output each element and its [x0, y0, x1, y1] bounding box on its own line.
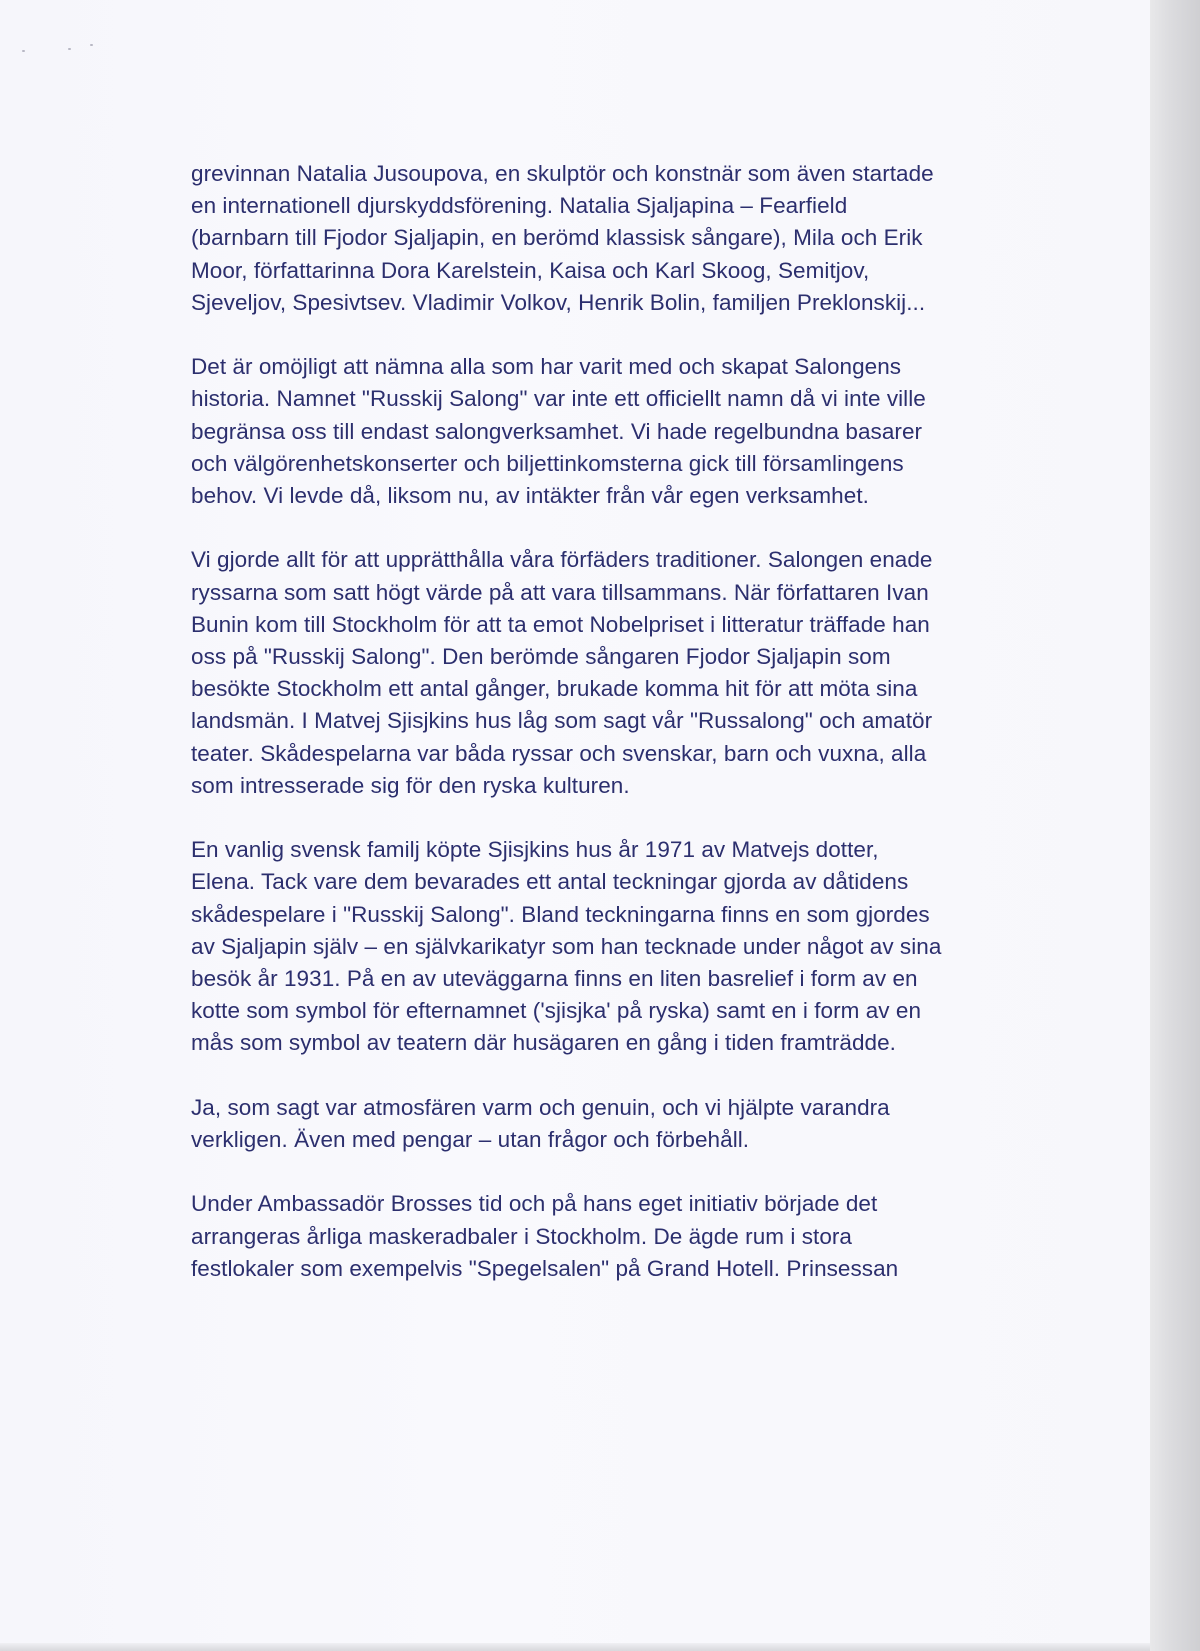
text-line: av Sjaljapin själv – en självkarikatyr som han tecknade under något av sina — [191, 933, 942, 959]
paragraph — [191, 834, 1041, 1059]
text-line: behov. Vi levde då, liksom nu, av intäkter från vår egen verksamhet. — [191, 483, 869, 509]
text-line: verkligen. Även med pengar – utan frågor och förbehåll. — [191, 1127, 750, 1153]
scan-specks — [20, 40, 110, 60]
text-line: arrangeras årliga maskeradbaler i Stockholm. De ägde rum i stora — [191, 1223, 852, 1249]
text-line: landsmän. I Matvej Sjisjkins hus låg som sagt vår "Russalong" och amatör — [191, 708, 933, 734]
text-line: Vi gjorde allt för att upprätthålla våra förfäders traditioner. Salongen enade — [191, 547, 933, 573]
scan-speck — [22, 50, 25, 52]
text-line: ryssarna som satt högt värde på att vara tillsammans. När författaren Ivan — [191, 579, 929, 605]
text-line: Bunin kom till Stockholm för att ta emot Nobelpriset i litteratur träffade han — [191, 611, 930, 637]
text-line: begränsa oss till endast salongverksamhet. Vi hade regelbundna basarer — [191, 418, 923, 444]
text-line: kotte som symbol för efternamnet ('sjisjka' på ryska) samt en i form av en — [191, 998, 922, 1024]
text-line: Sjeveljov, Spesivtsev. Vladimir Volkov, Henrik Bolin, familjen Preklonskij... — [191, 289, 926, 315]
text-line: (barnbarn till Fjodor Sjaljapin, en berömd klassisk sångare), Mila och Erik — [191, 225, 923, 251]
text-line: mås som symbol av teatern där husägaren en gång i tiden framträdde. — [191, 1030, 896, 1056]
scan-speck — [68, 48, 71, 50]
text-line: Under Ambassadör Brosses tid och på hans eget initiativ började det — [191, 1191, 878, 1217]
text-line: en internationell djurskyddsförening. Natalia Sjaljapina – Fearfield — [191, 193, 848, 219]
text-line: besökte Stockholm ett antal gånger, brukade komma hit för att möta sina — [191, 676, 918, 702]
text-line: skådespelare i "Russkij Salong". Bland teckningarna finns en som gjordes — [191, 901, 930, 927]
scan-speck — [90, 44, 93, 46]
text-line: festlokaler som exempelvis "Spegelsalen" på Grand Hotell. Prinsessan — [191, 1255, 899, 1281]
text-line: grevinnan Natalia Jusoupova, en skulptör och konstnär som även startade — [191, 161, 934, 186]
text-line: En vanlig svensk familj köpte Sjisjkins hus år 1971 av Matvejs dotter, — [191, 837, 879, 863]
paragraph — [191, 1188, 1041, 1285]
text-line: Elena. Tack vare dem bevarades ett antal teckningar gjorda av dåtidens — [191, 869, 909, 895]
text-line: Moor, författarinna Dora Karelstein, Kaisa och Karl Skoog, Semitjov, — [191, 257, 870, 283]
scanner-bottom-edge — [0, 1643, 1150, 1651]
body-text — [191, 158, 1041, 1317]
scanner-edge — [1150, 0, 1200, 1651]
text-line: teater. Skådespelarna var båda ryssar och svenskar, barn och vuxna, alla — [191, 740, 927, 766]
text-line: besök år 1931. På en av uteväggarna finns en liten basrelief i form av en — [191, 966, 918, 992]
paragraph — [191, 351, 1041, 512]
text-line: och välgörenhetskonserter och biljettinkomsterna gick till församlingens — [191, 450, 904, 476]
text-line: historia. Namnet "Russkij Salong" var inte ett officiellt namn då vi inte ville — [191, 386, 926, 412]
paragraph — [191, 544, 1041, 802]
text-line: Det är omöjligt att nämna alla som har varit med och skapat Salongens — [191, 354, 902, 380]
text-line: Ja, som sagt var atmosfären varm och genuin, och vi hjälpte varandra — [191, 1094, 890, 1120]
text-line: oss på "Russkij Salong". Den berömde sångaren Fjodor Sjaljapin som — [191, 644, 891, 670]
paragraph — [191, 158, 1041, 319]
paragraph — [191, 1092, 1041, 1156]
text-line: som intresserade sig för den ryska kulturen. — [191, 772, 630, 798]
